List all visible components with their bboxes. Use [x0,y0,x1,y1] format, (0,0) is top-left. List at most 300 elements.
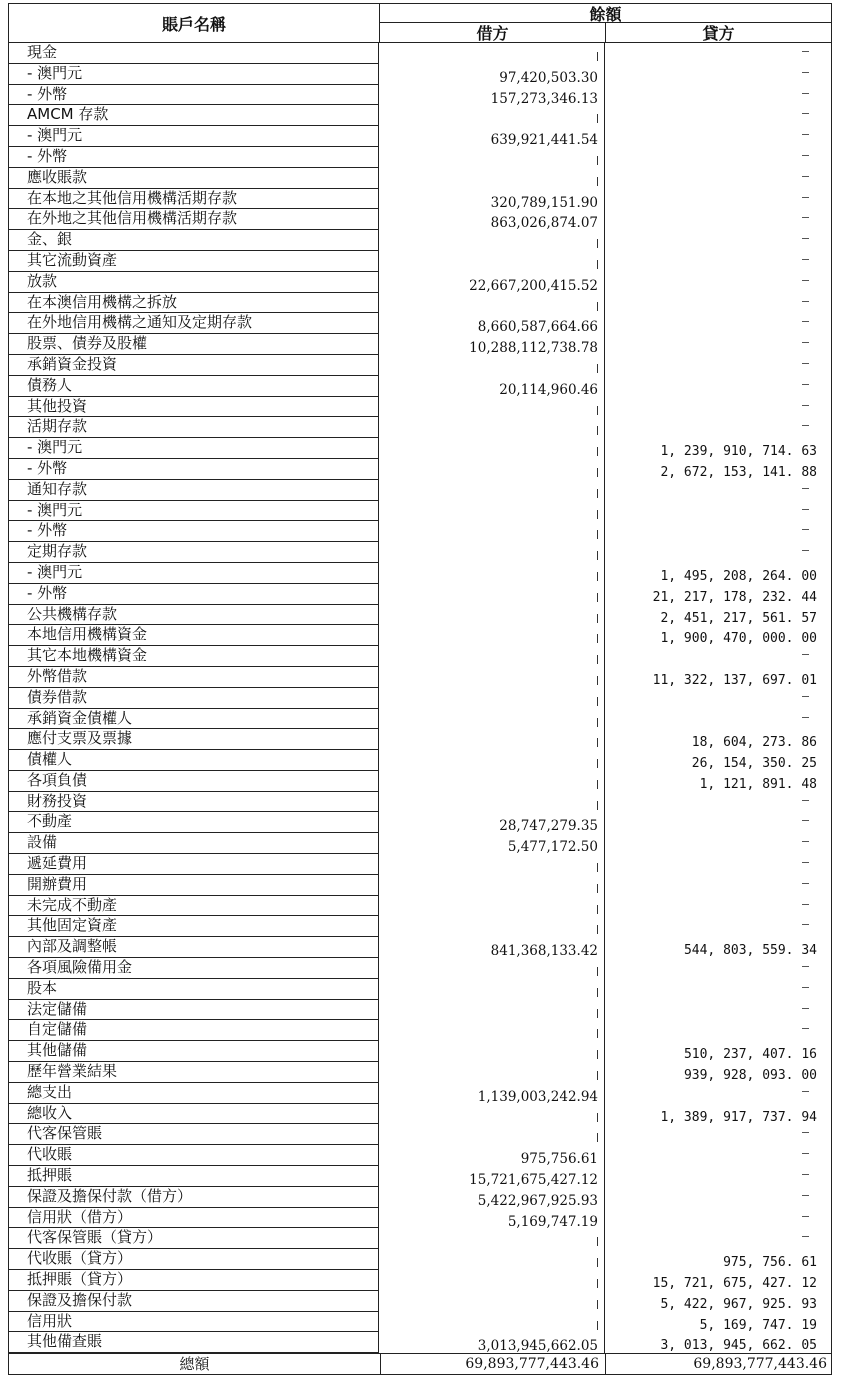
nil-mark [597,905,598,914]
credit-value [605,792,832,813]
credit-value: 11, 322, 137, 697. 01 [605,667,832,688]
debit-value [379,1020,605,1041]
nil-mark [802,425,809,426]
debit-value [379,875,605,896]
account-name: 遞延費用 [8,854,379,875]
debit-value [379,1104,605,1125]
account-name: 代收賬（貸方） [8,1249,379,1270]
credit-value [605,480,832,501]
total-debit: 69,893,777,443.46 [380,1354,606,1374]
account-name: - 澳門元 [8,501,379,522]
debit-value: 5,169,747.19 [379,1208,605,1229]
total-row [8,1353,832,1375]
nil-mark [802,987,809,988]
credit-value [605,709,832,730]
nil-mark [802,1195,809,1196]
credit-value [605,854,832,875]
nil-mark [802,1008,809,1009]
account-name: 內部及調整帳 [8,937,379,958]
nil-mark [802,217,809,218]
account-name: - 外幣 [8,459,379,480]
table-row [8,1062,832,1083]
nil-mark [802,1028,809,1029]
debit-value [379,1270,605,1291]
debit-value [379,646,605,667]
credit-value [605,397,832,418]
account-name: 保證及擔保付款 [8,1291,379,1312]
nil-mark [802,488,809,489]
nil-mark [802,966,809,967]
account-name: 定期存款 [8,542,379,563]
nil-mark [802,259,809,260]
table-row [8,1020,832,1041]
debit-value [379,43,605,64]
nil-mark [597,614,598,623]
table-row [8,313,832,334]
debit-value [379,501,605,522]
account-name: 放款 [8,272,379,293]
credit-header: 貸方 [605,22,832,43]
account-name: 外幣借款 [8,667,379,688]
account-name: 其他固定資產 [8,916,379,937]
nil-mark [802,550,809,551]
debit-value [379,771,605,792]
total-credit: 69,893,777,443.46 [693,1356,827,1373]
table-row [8,209,832,230]
nil-mark [802,280,809,281]
nil-mark [802,924,809,925]
account-name-header: 賬戶名稱 [8,3,380,43]
table-row [8,1291,832,1312]
total-label: 總額 [9,1354,381,1374]
nil-mark [597,447,598,456]
credit-value: 1, 239, 910, 714. 63 [605,438,832,459]
credit-value [605,64,832,85]
nil-mark [802,384,809,385]
credit-value [605,501,832,522]
credit-value [605,521,832,542]
debit-value [379,459,605,480]
account-name: 公共機構存款 [8,605,379,626]
debit-value: 639,921,441.54 [379,126,605,147]
debit-value [379,355,605,376]
table-row [8,1145,832,1166]
account-name: 股票、債券及股權 [8,334,379,355]
credit-value [605,1083,832,1104]
nil-mark [802,717,809,718]
table-row [8,792,832,813]
table-row [8,958,832,979]
credit-value [605,916,832,937]
nil-mark [597,1113,598,1122]
nil-mark [597,1050,598,1059]
account-name: - 外幣 [8,85,379,106]
debit-value [379,1228,605,1249]
nil-mark [802,197,809,198]
account-name: 應付支票及票據 [8,729,379,750]
credit-value: 21, 217, 178, 232. 44 [605,584,832,605]
account-name: 承銷資金投資 [8,355,379,376]
account-name: 應收賬款 [8,168,379,189]
debit-value [379,438,605,459]
table-row [8,480,832,501]
credit-value: 5, 169, 747. 19 [605,1312,832,1333]
credit-value [605,979,832,1000]
credit-value [605,293,832,314]
debit-value [379,709,605,730]
account-name: 在本地之其他信用機構活期存款 [8,189,379,210]
nil-mark [802,405,809,406]
table-row [8,168,832,189]
table-row [8,729,832,750]
nil-mark [597,718,598,727]
nil-mark [802,883,809,884]
account-name: 其它流動資產 [8,251,379,272]
table-row [8,293,832,314]
account-name: 代收賬 [8,1145,379,1166]
nil-mark [597,1133,598,1142]
credit-value: 26, 154, 350. 25 [605,750,832,771]
account-name: 承銷資金債權人 [8,709,379,730]
debit-value [379,688,605,709]
credit-value [605,189,832,210]
nil-mark [597,780,598,789]
debit-value [379,1291,605,1312]
debit-value [379,1041,605,1062]
credit-value [605,958,832,979]
nil-mark [802,654,809,655]
table-row [8,854,832,875]
nil-mark [597,801,598,810]
nil-mark [597,551,598,560]
nil-mark [597,1300,598,1309]
credit-value [605,1000,832,1021]
debit-value: 3,013,945,662.05 [379,1332,605,1353]
debit-value [379,480,605,501]
debit-value [379,854,605,875]
nil-mark [802,529,809,530]
account-name: 各項風險備用金 [8,958,379,979]
debit-value [379,625,605,646]
account-name: 其他備查賬 [8,1332,379,1353]
nil-mark [802,1236,809,1237]
credit-value [605,875,832,896]
nil-mark [597,634,598,643]
table-row [8,1208,832,1229]
nil-mark [597,156,598,165]
debit-value [379,105,605,126]
account-name: 在本澳信用機構之拆放 [8,293,379,314]
nil-mark [597,988,598,997]
table-row [8,272,832,293]
account-name: 抵押賬 [8,1166,379,1187]
debit-value: 8,660,587,664.66 [379,313,605,334]
credit-value [605,688,832,709]
credit-value [605,1208,832,1229]
debit-value: 1,139,003,242.94 [379,1083,605,1104]
nil-mark [802,1132,809,1133]
credit-value [605,812,832,833]
debit-value: 841,368,133.42 [379,937,605,958]
account-name: 現金 [8,43,379,64]
account-name: - 澳門元 [8,64,379,85]
table-row [8,85,832,106]
credit-value: 5, 422, 967, 925. 93 [605,1291,832,1312]
debit-value: 975,756.61 [379,1145,605,1166]
credit-value [605,896,832,917]
table-row [8,584,832,605]
nil-mark [802,862,809,863]
credit-value [605,147,832,168]
debit-value: 10,288,112,738.78 [379,334,605,355]
account-name: 信用狀 [8,1312,379,1333]
account-name: 不動產 [8,812,379,833]
table-row [8,1228,832,1249]
balance-header: 餘額 [379,3,832,23]
nil-mark [597,52,598,61]
account-name: 其他儲備 [8,1041,379,1062]
debit-value [379,1249,605,1270]
table-row [8,230,832,251]
debit-value: 5,477,172.50 [379,833,605,854]
account-name: 本地信用機構資金 [8,625,379,646]
balance-table [8,3,832,1375]
table-row [8,147,832,168]
debit-value: 22,667,200,415.52 [379,272,605,293]
credit-value [605,230,832,251]
account-name: 代客保管賬（貸方） [8,1228,379,1249]
nil-mark [802,1216,809,1217]
account-name: 在外地之其他信用機構活期存款 [8,209,379,230]
table-row [8,1249,832,1270]
nil-mark [597,738,598,747]
credit-value [605,43,832,64]
credit-value [605,376,832,397]
table-row [8,1104,832,1125]
account-name: - 澳門元 [8,126,379,147]
nil-mark [597,1258,598,1267]
account-name: - 澳門元 [8,563,379,584]
account-name: 債券借款 [8,688,379,709]
account-name: - 外幣 [8,147,379,168]
credit-value: 975, 756. 61 [605,1249,832,1270]
nil-mark [597,1279,598,1288]
credit-value: 939, 928, 093. 00 [605,1062,832,1083]
debit-value: 157,273,346.13 [379,85,605,106]
account-name: 通知存款 [8,480,379,501]
nil-mark [802,93,809,94]
nil-mark [597,925,598,934]
nil-mark [597,530,598,539]
table-row [8,64,832,85]
nil-mark [802,176,809,177]
credit-value: 15, 721, 675, 427. 12 [605,1270,832,1291]
nil-mark [802,841,809,842]
credit-value [605,272,832,293]
credit-value: 2, 451, 217, 561. 57 [605,605,832,626]
table-row [8,43,832,64]
debit-value [379,667,605,688]
table-row [8,376,832,397]
debit-value: 15,721,675,427.12 [379,1166,605,1187]
nil-mark [802,301,809,302]
credit-value: 1, 900, 470, 000. 00 [605,625,832,646]
nil-mark [597,468,598,477]
credit-value: 1, 121, 891. 48 [605,771,832,792]
account-name: 金、銀 [8,230,379,251]
table-row [8,189,832,210]
table-row [8,355,832,376]
credit-value [605,1166,832,1187]
table-row [8,709,832,730]
nil-mark [802,1091,809,1092]
debit-value: 863,026,874.07 [379,209,605,230]
nil-mark [802,363,809,364]
table-row [8,688,832,709]
debit-header: 借方 [379,22,606,43]
debit-value [379,293,605,314]
account-name: - 澳門元 [8,438,379,459]
nil-mark [597,884,598,893]
table-row [8,105,832,126]
debit-value [379,251,605,272]
table-row [8,1187,832,1208]
table-row [8,1083,832,1104]
table-row [8,542,832,563]
table-row [8,251,832,272]
credit-value [605,105,832,126]
debit-value [379,147,605,168]
debit-value [379,1062,605,1083]
account-name: 其他投資 [8,397,379,418]
nil-mark [802,509,809,510]
account-name: 各項負債 [8,771,379,792]
nil-mark [597,302,598,311]
credit-value [605,1228,832,1249]
nil-mark [802,113,809,114]
nil-mark [597,593,598,602]
nil-mark [597,510,598,519]
table-row [8,1332,832,1353]
table-row [8,812,832,833]
debit-value [379,584,605,605]
nil-mark [597,1321,598,1330]
nil-mark [597,1237,598,1246]
account-name: 財務投資 [8,792,379,813]
nil-mark [802,696,809,697]
credit-value [605,313,832,334]
nil-mark [597,759,598,768]
table-header [8,3,832,43]
nil-mark [802,342,809,343]
nil-mark [597,426,598,435]
account-name: 債權人 [8,750,379,771]
credit-value [605,542,832,563]
credit-value [605,85,832,106]
table-row [8,1312,832,1333]
account-name: 法定儲備 [8,1000,379,1021]
table-row [8,875,832,896]
credit-value [605,209,832,230]
debit-value [379,521,605,542]
debit-value: 28,747,279.35 [379,812,605,833]
table-row [8,896,832,917]
nil-mark [802,134,809,135]
nil-mark [597,572,598,581]
nil-mark [802,1153,809,1154]
nil-mark [802,1174,809,1175]
debit-value [379,979,605,1000]
account-name: 抵押賬（貸方） [8,1270,379,1291]
credit-value [605,251,832,272]
table-row [8,1166,832,1187]
table-row [8,1041,832,1062]
account-name: 歷年營業結果 [8,1062,379,1083]
table-row [8,521,832,542]
debit-value [379,792,605,813]
account-name: 未完成不動產 [8,896,379,917]
credit-value: 544, 803, 559. 34 [605,937,832,958]
account-name: 股本 [8,979,379,1000]
table-row [8,979,832,1000]
account-name: 設備 [8,833,379,854]
debit-value [379,1000,605,1021]
credit-value [605,126,832,147]
account-name: 債務人 [8,376,379,397]
debit-value [379,729,605,750]
nil-mark [802,238,809,239]
account-name: 保證及擔保付款（借方） [8,1187,379,1208]
credit-value: 1, 389, 917, 737. 94 [605,1104,832,1125]
account-name: - 外幣 [8,521,379,542]
nil-mark [597,364,598,373]
credit-value: 3, 013, 945, 662. 05 [605,1332,832,1353]
debit-value [379,1124,605,1145]
account-name: 總收入 [8,1104,379,1125]
debit-value [379,168,605,189]
nil-mark [802,72,809,73]
debit-value [379,750,605,771]
nil-mark [597,406,598,415]
nil-mark [802,155,809,156]
table-row [8,667,832,688]
nil-mark [597,260,598,269]
debit-value [379,605,605,626]
nil-mark [597,239,598,248]
nil-mark [802,51,809,52]
table-row [8,625,832,646]
debit-value: 20,114,960.46 [379,376,605,397]
table-row [8,501,832,522]
debit-value [379,230,605,251]
account-name: 其它本地機構資金 [8,646,379,667]
credit-value: 510, 237, 407. 16 [605,1041,832,1062]
table-row [8,438,832,459]
account-name: 開辦費用 [8,875,379,896]
table-row [8,646,832,667]
debit-value [379,896,605,917]
nil-mark [802,800,809,801]
account-name: 信用狀（借方） [8,1208,379,1229]
debit-value [379,916,605,937]
credit-value [605,334,832,355]
table-row [8,750,832,771]
table-row [8,916,832,937]
account-name: AMCM 存款 [8,105,379,126]
nil-mark [597,967,598,976]
credit-value [605,355,832,376]
account-name: 總支出 [8,1083,379,1104]
